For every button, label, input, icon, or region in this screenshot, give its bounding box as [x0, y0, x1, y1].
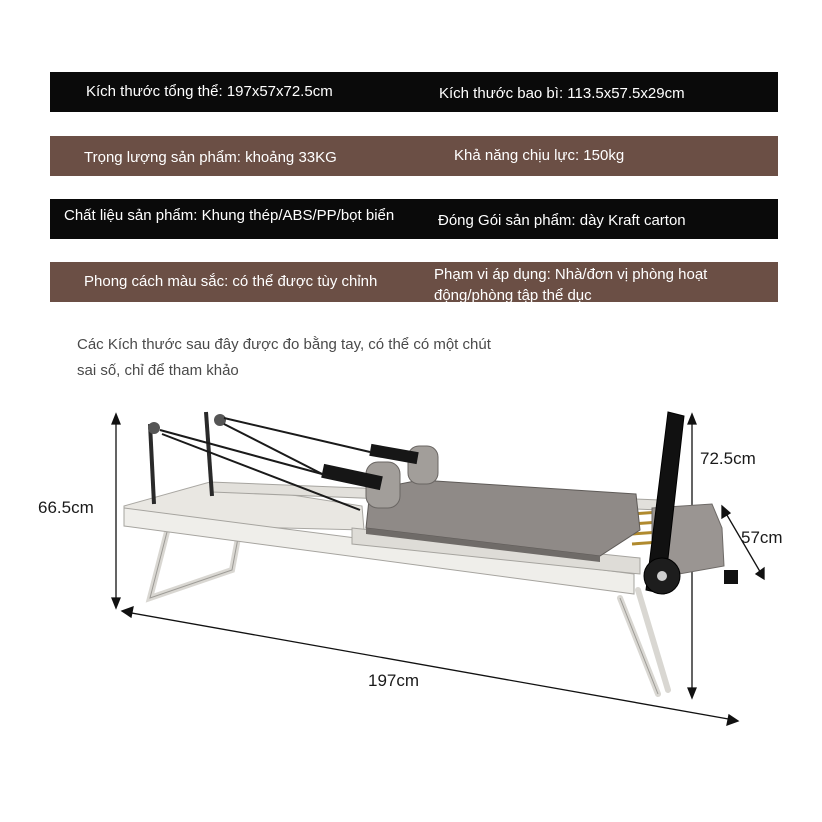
label-height-right: 72.5cm: [700, 449, 756, 468]
measurement-note: Các Kích thước sau đây được đo bằng tay, có thể có một chút sai số, chỉ để tham khảo: [77, 336, 491, 379]
spec-color-style: Phong cách màu sắc: có thể được tùy chỉnh: [84, 273, 378, 290]
label-height-left: 66.5cm: [38, 498, 94, 517]
spec-material: Chất liệu sản phẩm: Khung thép/ABS/PP/bọt biển: [64, 207, 395, 224]
spec-weight: Trọng lượng sản phẩm: khoảng 33KG: [84, 149, 337, 166]
spec-applicable-scope: Phạm vi áp dụng: Nhà/đơn vị phòng hoạt động/phòng tập thể dục: [434, 266, 708, 304]
label-length: 197cm: [368, 671, 420, 690]
spec-packaging: Đóng Gói sản phẩm: dày Kraft carton: [438, 212, 686, 229]
spec-overall-size: Kích thước tổng thể: 197x57x72.5cm: [86, 83, 333, 100]
label-width: 57cm: [741, 528, 783, 547]
spec-package-size: Kích thước bao bì: 113.5x57.5x29cm: [439, 85, 685, 102]
spec-load-capacity: Khả năng chịu lực: 150kg: [454, 147, 625, 164]
